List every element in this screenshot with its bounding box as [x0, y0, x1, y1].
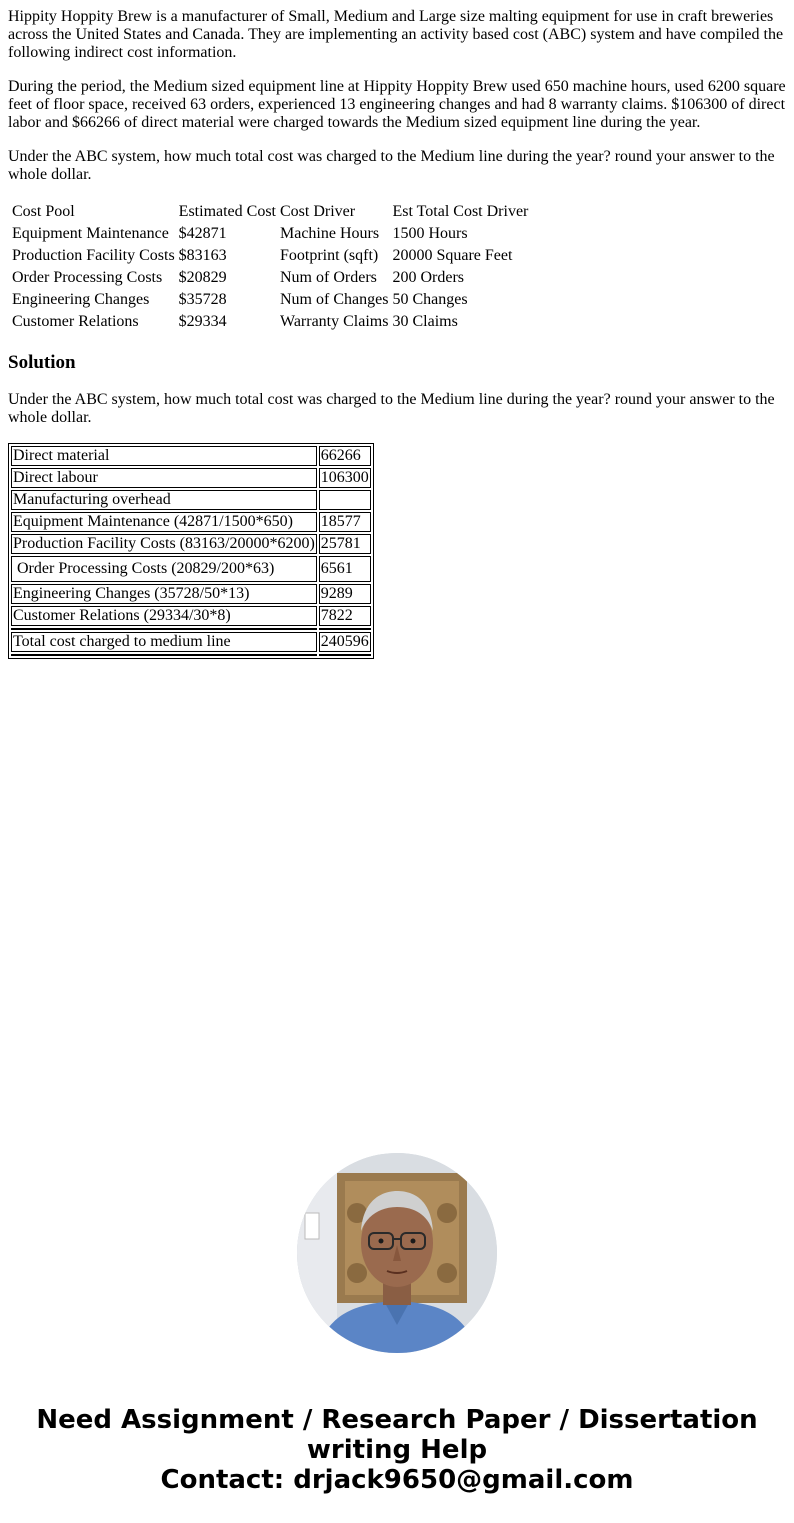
- header-cost-driver: Cost Driver: [280, 203, 356, 220]
- solution-heading: Solution: [8, 352, 76, 373]
- estimated-cost-cell: $83163: [178, 247, 227, 264]
- table-row: [11, 246, 529, 266]
- solution-total-label-cell: Total cost charged to medium line: [11, 632, 317, 652]
- est-total-driver-cell: 1500 Hours: [392, 225, 468, 242]
- header-cost-pool: Cost Pool: [12, 203, 75, 220]
- table-spacer-row: [11, 628, 371, 630]
- solution-label-cell: Direct material: [11, 446, 317, 466]
- spacer-cell: [319, 628, 371, 630]
- cost-driver-cell: Machine Hours: [280, 225, 380, 242]
- solution-value-cell: 66266: [319, 446, 371, 466]
- promo-line-2: writing Help: [306, 1435, 488, 1465]
- table-row: [11, 446, 371, 466]
- solution-label-cell: Manufacturing overhead: [11, 490, 317, 510]
- cost-driver-cell: Warranty Claims: [280, 313, 389, 330]
- author-avatar: [297, 1153, 497, 1353]
- table-row: [11, 534, 371, 554]
- solution-value-cell: 7822: [319, 606, 371, 626]
- estimated-cost-cell: $20829: [178, 269, 227, 286]
- table-row: [11, 584, 371, 604]
- cost-driver-cell: Footprint (sqft): [280, 247, 379, 264]
- header-est-total-cost-driver: Est Total Cost Driver: [392, 203, 529, 220]
- table-row: [11, 312, 529, 332]
- spacer-cell: [319, 654, 371, 656]
- solution-label-cell: Customer Relations (29334/30*8): [11, 606, 317, 626]
- table-row: [11, 290, 529, 310]
- spacer-cell: [11, 628, 317, 630]
- solution-table: [8, 443, 374, 659]
- promo-contact: Contact: drjack9650@gmail.com: [160, 1465, 634, 1495]
- cost-table-header-row: [11, 202, 529, 222]
- table-row: [11, 512, 371, 532]
- question-paragraph-3: Under the ABC system, how much total cost was charged to the Medium line during the year? round your answer to the whole dollar.: [8, 148, 775, 183]
- solution-label-cell: Equipment Maintenance (42871/1500*650): [11, 512, 317, 532]
- cost-pool-cell: Production Facility Costs: [12, 247, 175, 264]
- solution-value-cell: 18577: [319, 512, 371, 532]
- table-row: [11, 224, 529, 244]
- cost-pool-cell: Equipment Maintenance: [12, 225, 169, 242]
- promo-line-1: Need Assignment / Research Paper / Dissertation: [36, 1405, 758, 1435]
- page-content: [0, 0, 794, 659]
- spacer-cell: [11, 654, 317, 656]
- estimated-cost-cell: $29334: [178, 313, 227, 330]
- question-paragraph-1: Hippity Hoppity Brew is a manufacturer of Small, Medium and Large size malting equipment for use in craft breweries across the United States and Canada. They are implementing an activity based cost (ABC) system and have compiled the following indirect cost information.: [8, 8, 784, 61]
- avatar-portrait-image: [297, 1153, 497, 1353]
- promo-banner: [0, 1405, 794, 1495]
- solution-question: Under the ABC system, how much total cost was charged to the Medium line during the year? round your answer to the whole dollar.: [8, 391, 775, 426]
- solution-label-cell: Production Facility Costs (83163/20000*6200): [13, 535, 315, 552]
- table-row: [11, 606, 371, 626]
- solution-label-cell: Engineering Changes (35728/50*13): [11, 584, 317, 604]
- cost-pool-cell: Customer Relations: [12, 313, 139, 330]
- table-row: [11, 556, 371, 582]
- cost-pool-cell: Engineering Changes: [12, 291, 150, 308]
- est-total-driver-cell: 30 Claims: [392, 313, 458, 330]
- est-total-driver-cell: 200 Orders: [392, 269, 465, 286]
- question-paragraph-2: During the period, the Medium sized equipment line at Hippity Hoppity Brew used 650 machine hours, used 6200 square feet of floor space, received 63 orders, experienced 13 engineering changes and had 8 warranty claims. $106300 of direct labor and $66266 of direct material were charged towards the Medium sized equipment line during the year.: [8, 78, 786, 131]
- estimated-cost-cell: $35728: [178, 291, 227, 308]
- est-total-driver-cell: 20000 Square Feet: [392, 247, 513, 264]
- solution-value-cell: 25781: [319, 534, 371, 554]
- header-estimated-cost: Estimated Cost: [178, 203, 276, 220]
- table-row: [11, 490, 371, 510]
- solution-label-cell: Order Processing Costs (20829/200*63): [11, 556, 317, 582]
- cost-pool-table: [9, 200, 531, 334]
- cost-pool-cell: Order Processing Costs: [12, 269, 163, 286]
- solution-value-cell: [319, 490, 371, 510]
- table-spacer-row: [11, 654, 371, 656]
- solution-value-cell: 106300: [320, 469, 369, 486]
- est-total-driver-cell: 50 Changes: [392, 291, 468, 308]
- solution-total-value-cell: 240596: [320, 633, 369, 650]
- solution-value-cell: 6561: [319, 556, 371, 582]
- estimated-cost-cell: $42871: [178, 225, 227, 242]
- solution-label-cell: Direct labour: [11, 468, 317, 488]
- solution-value-cell: 9289: [319, 584, 371, 604]
- table-row: [11, 468, 371, 488]
- cost-driver-cell: Num of Orders: [280, 269, 377, 286]
- table-row: [11, 268, 529, 288]
- cost-driver-cell: Num of Changes: [280, 291, 389, 308]
- table-row: [11, 632, 371, 652]
